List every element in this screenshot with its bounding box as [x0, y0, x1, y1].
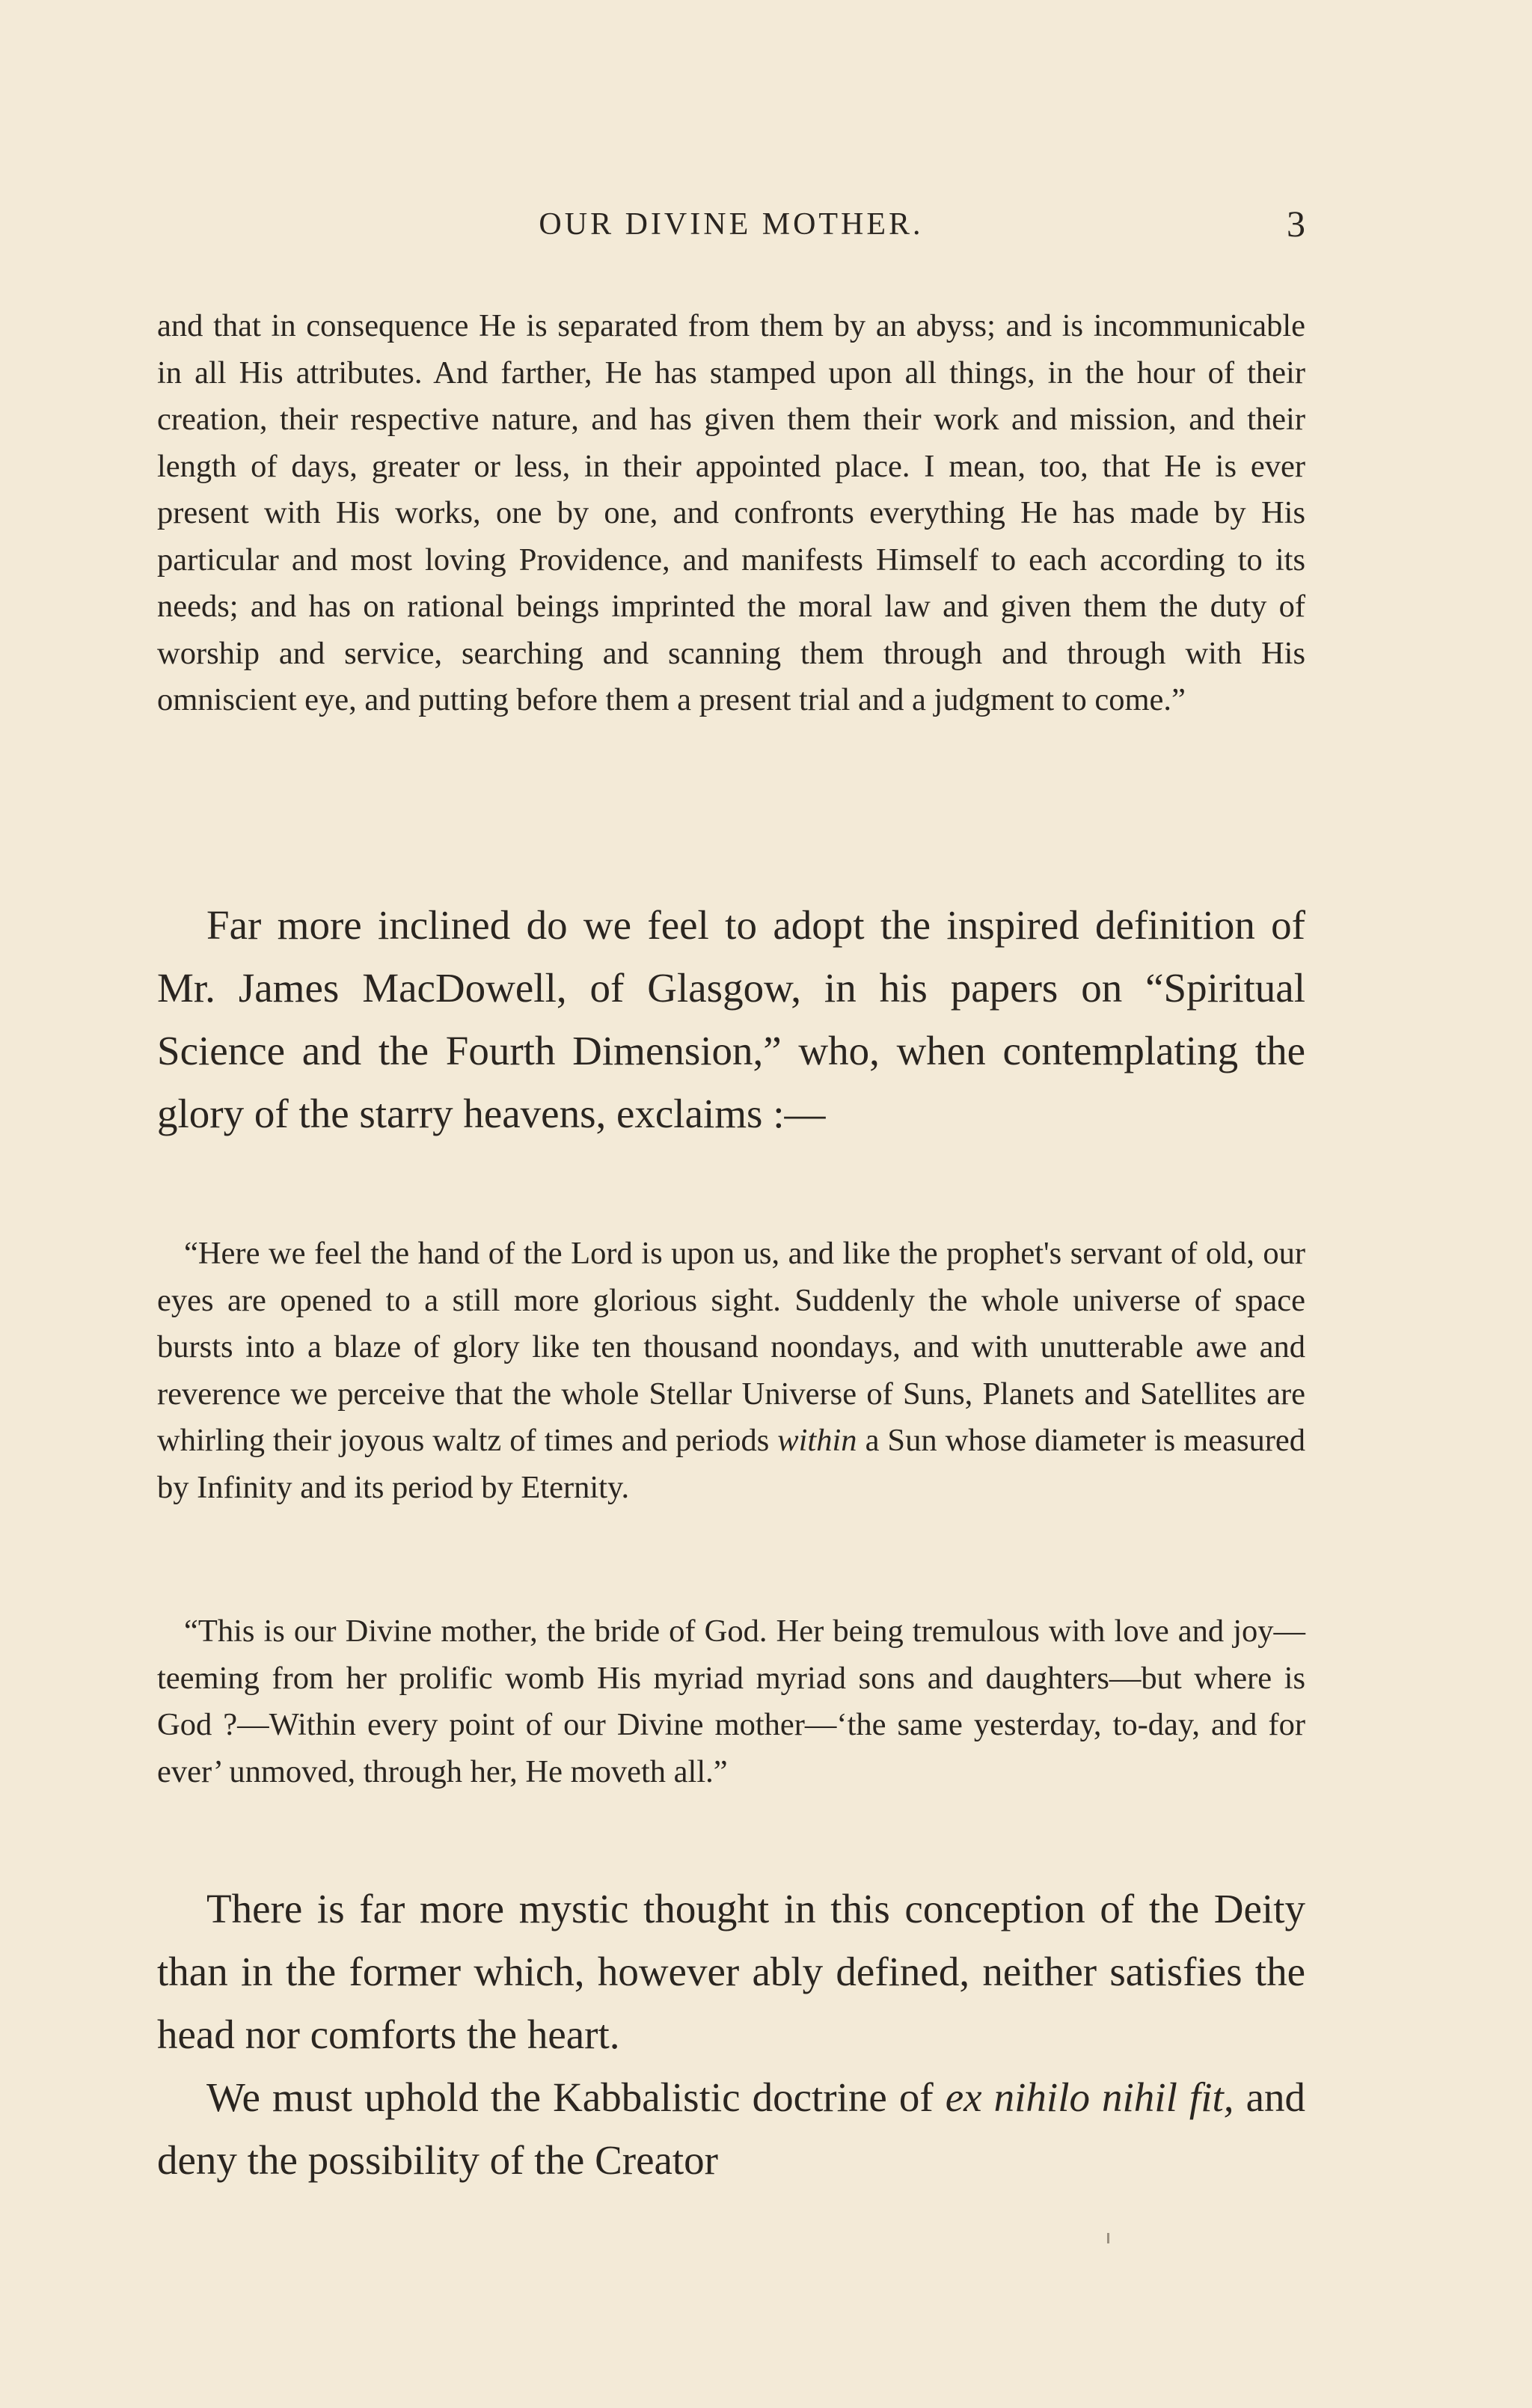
doctrine-text-start: We must uphold the Kabbalistic doctrine of [206, 2074, 934, 2120]
paragraph-macdowell-intro: Far more inclined do we feel to adopt the inspired definition of Mr. James MacDowell, of Glasgow, in his papers on “Spiritual Science and the Fourth Dimension,” who, when contemplating the glory of the starry heavens, exclaims :— [157, 902, 1305, 1136]
running-head: OUR DIVINE MOTHER. [539, 207, 924, 242]
page-header [157, 202, 1305, 254]
emphasis-within: within [777, 1423, 857, 1458]
emphasis-ex-nihilo: ex nihilo nihil fit, [945, 2074, 1234, 2120]
quote-text-end: a Sun whose diameter is measured by Infinity and its period by Eternity. [157, 1423, 1306, 1505]
paragraph-mystic-thought: There is far more mystic thought in this conception of the Deity than in the former which, however ably defined, neither satisfies the head nor comforts the heart. [157, 1886, 1305, 2057]
paragraph-quote-stellar-universe [157, 1231, 1305, 1511]
paragraph-kabbalistic-doctrine [157, 2066, 1305, 2192]
paper-speck [1107, 2233, 1109, 2243]
paragraph-continued-quote: and that in consequence He is separated from them by an abyss; and is incommunicable in all His attributes. And farther, He has stamped upon all things, in the hour of their creation, their respective nature, and has given them their work and mission, and their length of days, greater or less, in their appointed place. I mean, too, that He is ever present with His works, one by one, and confronts everything He has made by His particular and most loving Providence, and manifests Himself to each according to its needs; and has on rational beings imprinted the moral law and given them the duty of worship and service, searching and scanning them through and through with His omniscient eye, and putting before them a present trial and a judgment to come.” [157, 308, 1305, 717]
doctrine-text-end: and deny the possibility of the Creator [157, 2074, 1306, 2183]
page-number: 3 [1287, 203, 1305, 245]
quote-text-start: “Here we feel the hand of the Lord is upon us, and like the prophet's servant of old, our eyes are opened to a still more glorious sight. Suddenly the whole universe of space bursts into a blaze of glory like ten thousand noondays, and with unutterable awe and reverence we perceive that the whole Stellar Universe of Suns, Planets and Satellites are whirling their joyous waltz of times and periods [157, 1236, 1305, 1458]
paragraph-quote-divine-mother: “This is our Divine mother, the bride of God. Her being tremulous with love and joy—teeming from her prolific womb His myriad myriad sons and daughters—but where is God ?—Within every point of our Divine mother—‘the same yesterday, to-day, and for ever’ unmoved, through her, He moveth all.” [157, 1614, 1305, 1789]
